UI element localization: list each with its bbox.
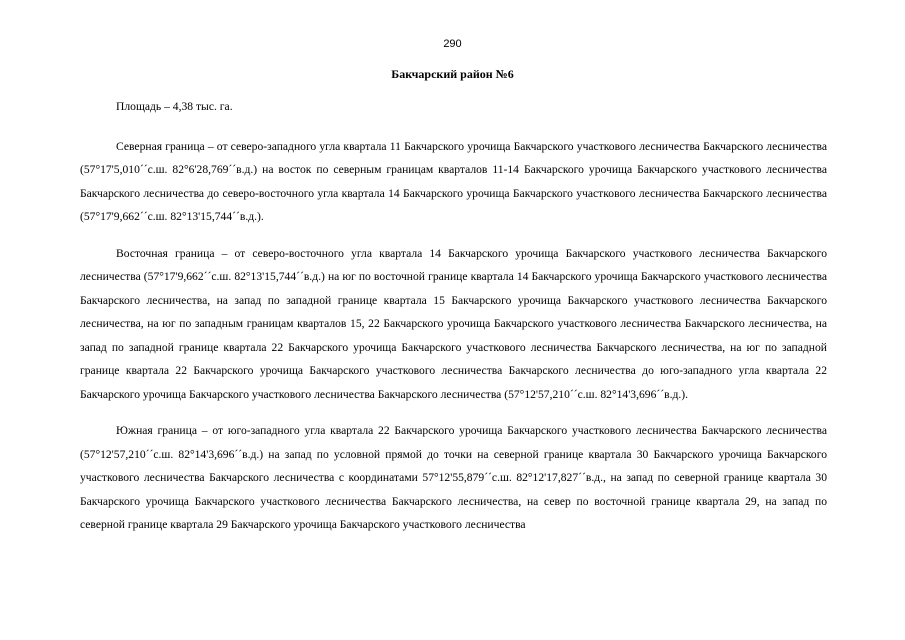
page-number: 290 xyxy=(443,38,462,50)
north-boundary-paragraph: Северная граница – от северо-западного угла квартала 11 Бакчарского урочища Бакчарского участкового лесничества Бакчарского лесничества (57°17'5,010´´с.ш. 82°6'28,769´´в.д.) на восток по северным границам кварталов 11-14 Бакчарского урочища Бакчарского участкового лесничества Бакчарского лесничества до северо-восточного угла квартала 14 Бакчарского урочища Бакчарского участкового лесничества Бакчарского лесничества (57°17'9,662´´с.ш. 82°13'15,744´´в.д.). xyxy=(80,139,827,223)
east-boundary-paragraph: Восточная граница – от северо-восточного угла квартала 14 Бакчарского урочища Бакчарского участкового лесничества Бакчарского лесничества (57°17'9,662´´с.ш. 82°13'15,744´´в.д.) на юг по восточной границе квартала 14 Бакчарского урочища Бакчарского участкового лесничества Бакчарского лесничества, на запад по западной границе квартала 15 Бакчарского урочища Бакчарского участкового лесничества Бакчарского лесничества, на юг по западным границам кварталов 15, 22 Бакчарского урочища Бакчарского участкового лесничества Бакчарского лесничества, на запад по западной границе квартала 22 Бакчарского урочища Бакчарского участкового лесничества Бакчарского лесничества, на юг по западной границе квартала 22 Бакчарского урочища Бакчарского участкового лесничества Бакчарского лесничества до юго-западного угла квартала 22 Бакчарского урочища Бакчарского участкового лесничества Бакчарского лесничества (57°12'57,210´´с.ш. 82°14'3,696´´в.д.). xyxy=(80,246,827,401)
document-body xyxy=(80,95,827,537)
area-paragraph: Площадь – 4,38 тыс. га. xyxy=(116,100,233,113)
document-title: Бакчарский район №6 xyxy=(391,67,514,81)
south-boundary-paragraph: Южная граница – от юго-западного угла квартала 22 Бакчарского урочища Бакчарского участкового лесничества Бакчарского лесничества (57°12'57,210´´с.ш. 82°14'3,696´´в.д.) на запад по условной прямой до точки на северной границе квартала 30 Бакчарского урочища Бакчарского участкового лесничества Бакчарского лесничества с координатами 57°12'55,879´´с.ш. 82°12'17,827´´в.д., на запад по северной границе квартала 30 Бакчарского урочища Бакчарского участкового лесничества Бакчарского лесничества, на север по восточной границе квартала 29, на запад по северной границе квартала 29 Бакчарского урочища Бакчарского участкового лесничества xyxy=(80,424,827,531)
